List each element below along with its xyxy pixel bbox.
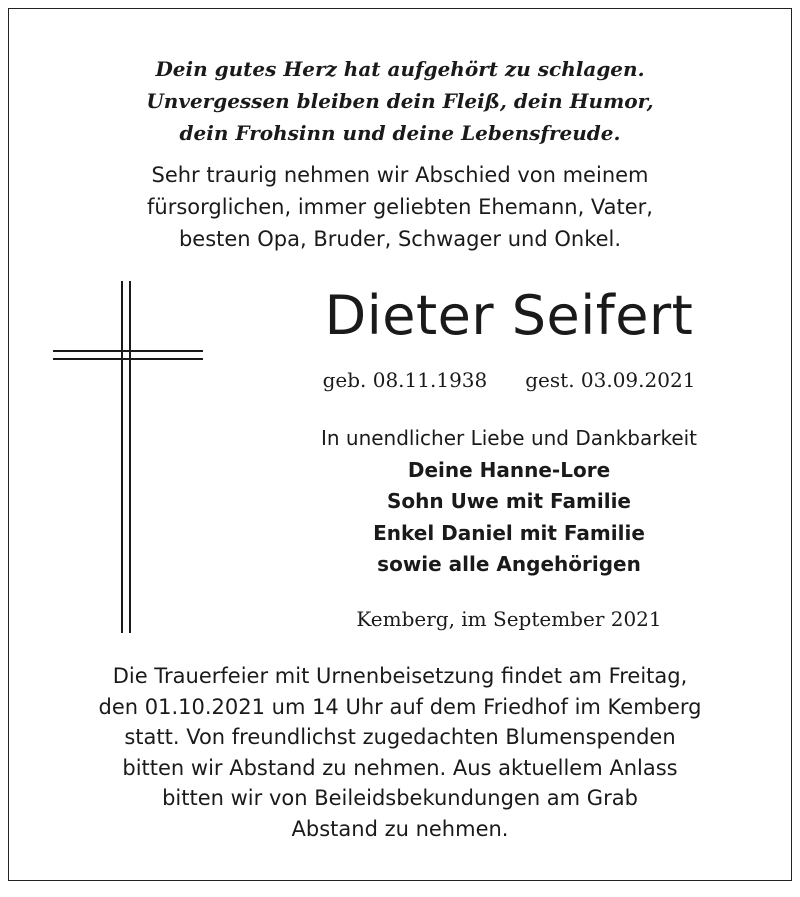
obituary-notice [8, 8, 792, 881]
funeral-line: statt. Von freundlichst zugedachten Blumenspenden [124, 725, 676, 749]
mourner-name: sowie alle Angehörigen [377, 552, 641, 576]
mourner-name: Enkel Daniel mit Familie [373, 520, 645, 545]
funeral-line: bitten wir von Beileidsbekundungen am Grab [162, 786, 638, 810]
motto-verse [9, 53, 791, 149]
mourner-name: Deine Hanne-Lore [407, 457, 611, 482]
death-date: gest. 03.09.2021 [525, 368, 696, 392]
funeral-line: den 01.10.2021 um 14 Uhr auf dem Friedhof im Kemberg [98, 694, 702, 719]
life-dates [235, 365, 783, 395]
funeral-line: bitten wir Abstand zu nehmen. Aus aktuellem Anlass [122, 755, 678, 780]
mourners-block [235, 423, 783, 581]
farewell-line: Sehr traurig nehmen wir Abschied von meinem [151, 163, 649, 187]
funeral-line: Die Trauerfeier mit Urnenbeisetzung findet am Freitag, [112, 664, 688, 688]
place-date: Kemberg, im September 2021 [356, 607, 662, 631]
farewell-text [9, 159, 791, 255]
funeral-line: Abstand zu nehmen. [291, 816, 509, 841]
farewell-line: fürsorglichen, immer geliebten Ehemann, Vater, [147, 195, 653, 219]
motto-line: dein Frohsinn und deine Lebensfreude. [179, 121, 621, 145]
farewell-line: besten Opa, Bruder, Schwager und Onkel. [178, 227, 622, 251]
mourner-name: Sohn Uwe mit Familie [386, 489, 631, 513]
mourners-intro: In unendlicher Liebe und Dankbarkeit [320, 426, 698, 450]
cross-icon [53, 281, 203, 633]
funeral-info [9, 661, 791, 844]
deceased-name: Dieter Seifert [324, 284, 694, 347]
birth-date: geb. 08.11.1938 [322, 368, 488, 392]
motto-line: Unvergessen bleiben dein Fleiß, dein Humor, [146, 89, 654, 113]
motto-line: Dein gutes Herz hat aufgehört zu schlagen. [155, 57, 645, 81]
